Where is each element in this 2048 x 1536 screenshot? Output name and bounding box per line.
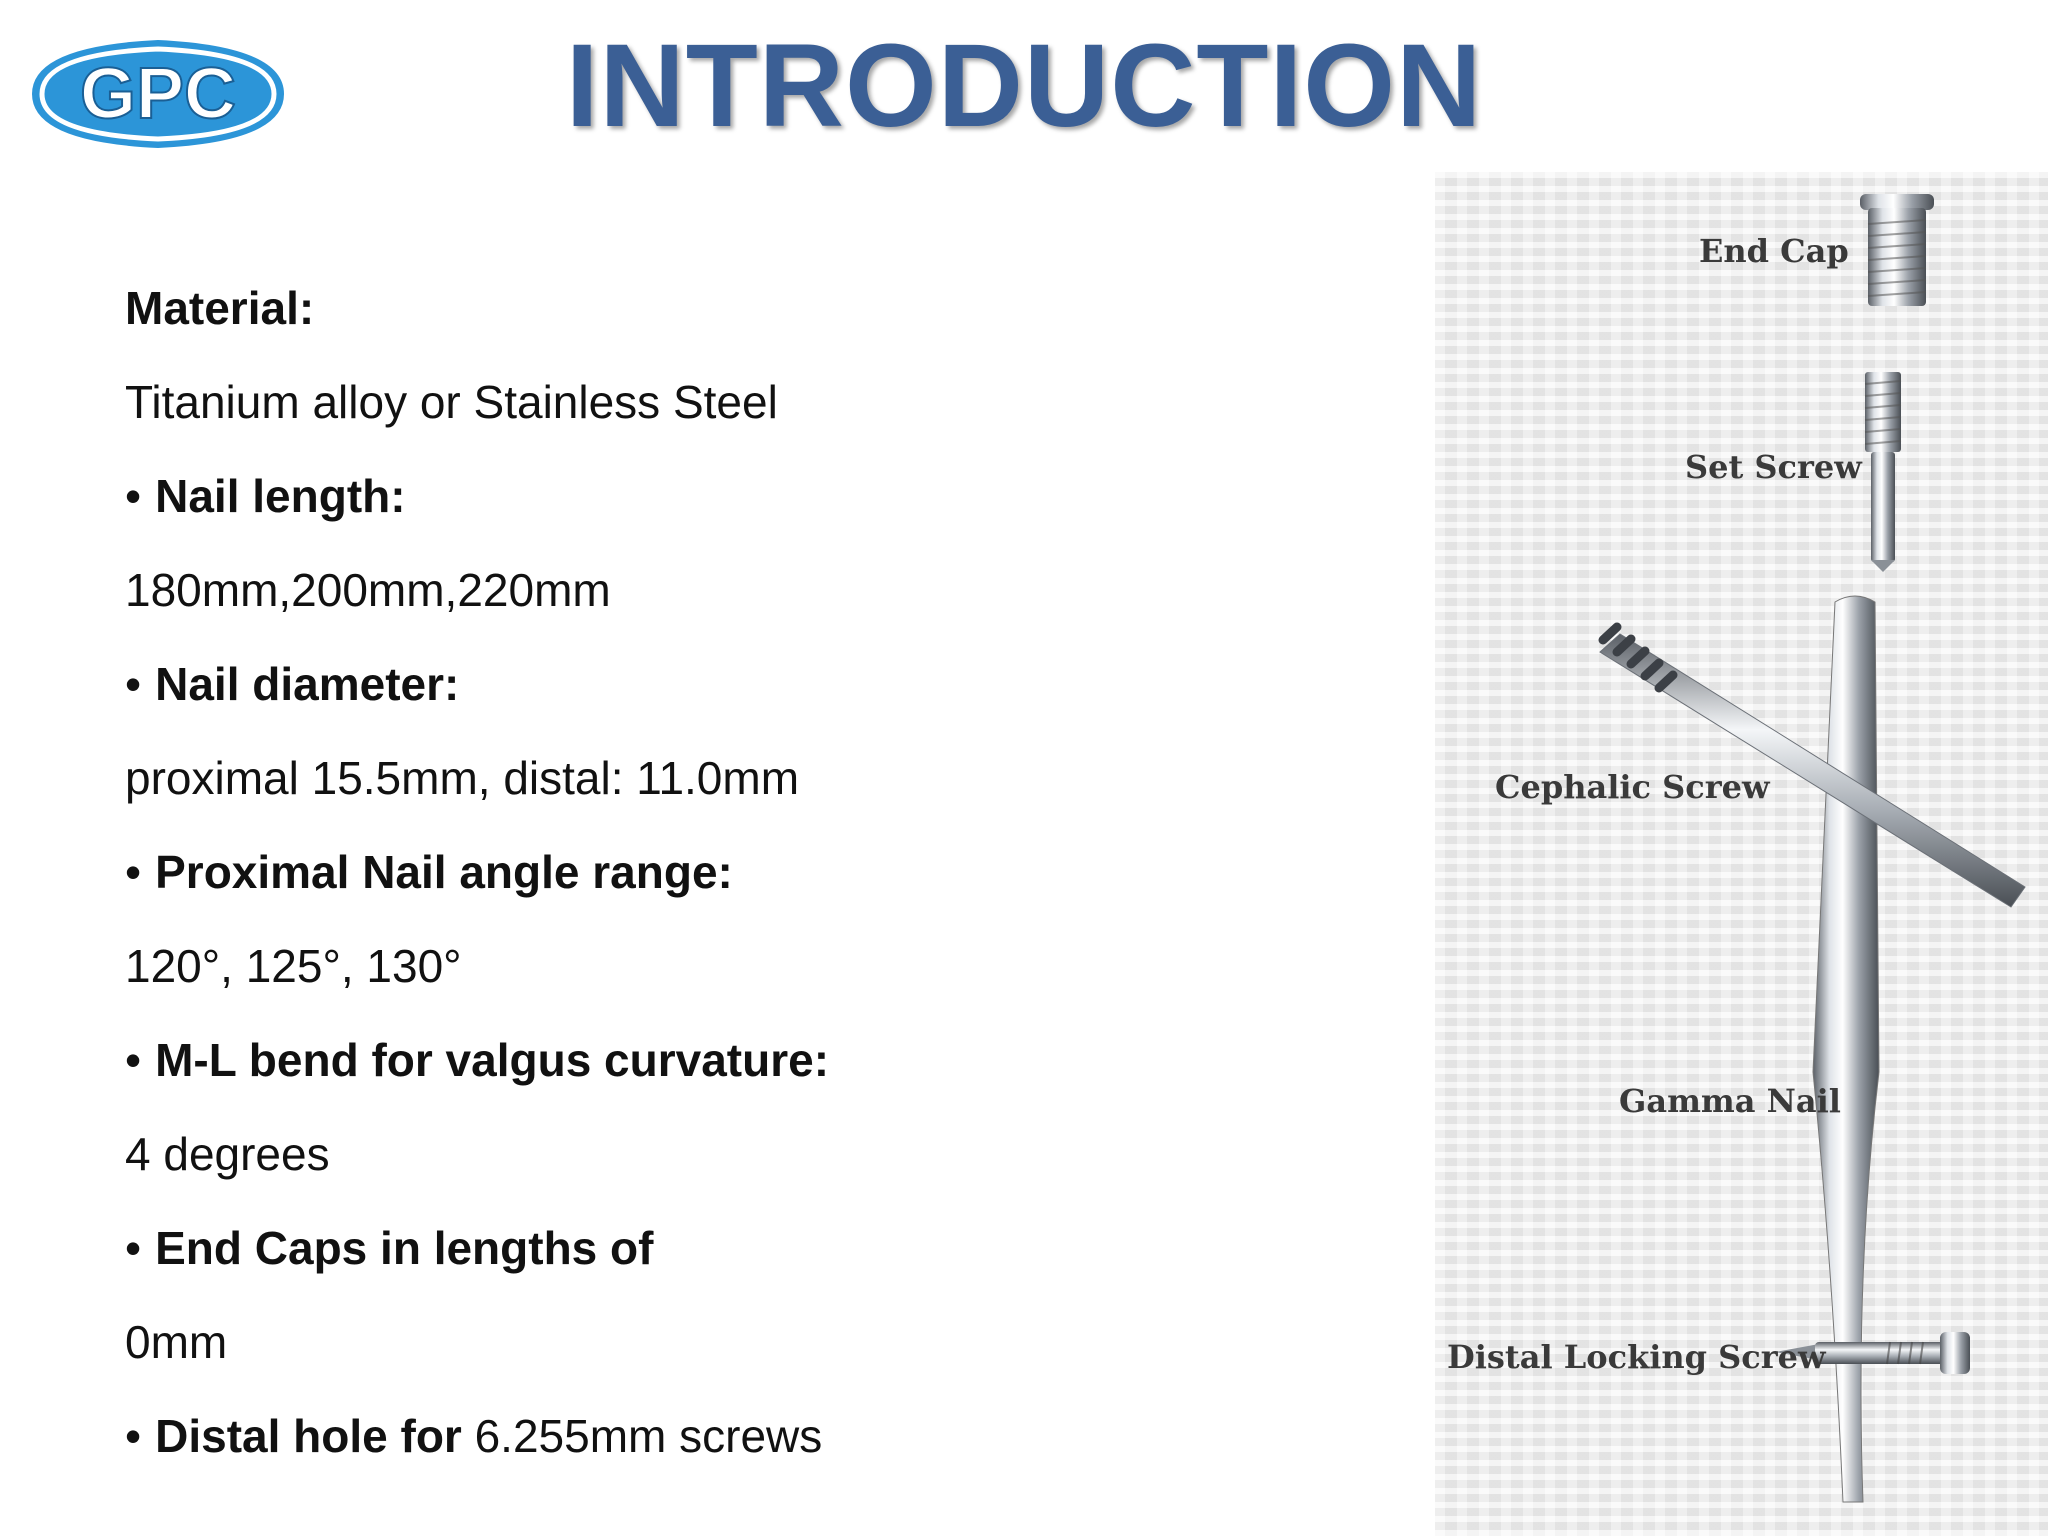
spec-line	[125, 832, 1375, 926]
label-distal-locking-screw: Distal Locking Screw	[1447, 1338, 1826, 1376]
spec-value: 6.255mm screws	[474, 1410, 823, 1462]
spec-line	[125, 1396, 1375, 1490]
bullet-marker: •	[125, 1410, 142, 1462]
gamma-nail-photo	[1435, 172, 2048, 1536]
spec-value: proximal 15.5mm, distal: 11.0mm	[125, 752, 800, 804]
set-screw-part	[1865, 372, 1901, 572]
label-gamma-nail: Gamma Nail	[1619, 1082, 1841, 1120]
spec-heading: End Caps in lengths of	[155, 1222, 654, 1274]
spec-line	[125, 926, 1375, 1020]
bullet-marker: •	[125, 658, 142, 710]
spec-line	[125, 1208, 1375, 1302]
spec-line	[125, 362, 1375, 456]
spec-value: 0mm	[125, 1316, 228, 1368]
label-set-screw: Set Screw	[1685, 448, 1862, 486]
spec-line	[125, 1020, 1375, 1114]
logo-text: GPC	[79, 54, 237, 134]
gamma-nail-illustration	[1435, 172, 2048, 1536]
bullet-marker: •	[125, 846, 142, 898]
bullet-marker: •	[125, 1034, 142, 1086]
spec-line	[125, 738, 1375, 832]
spec-line	[125, 456, 1375, 550]
spec-heading: Nail diameter:	[155, 658, 460, 710]
spec-value: 4 degrees	[125, 1128, 330, 1180]
end-cap-part	[1860, 194, 1934, 306]
spec-heading: Proximal Nail angle range:	[155, 846, 733, 898]
spec-line	[125, 268, 1375, 362]
spec-list	[125, 268, 1375, 1490]
spec-line	[125, 550, 1375, 644]
label-cephalic-screw: Cephalic Screw	[1495, 768, 1770, 806]
bullet-marker: •	[125, 1222, 142, 1274]
label-end-cap: End Cap	[1699, 232, 1849, 270]
spec-heading: M-L bend for valgus curvature:	[155, 1034, 830, 1086]
page-title: INTRODUCTION	[565, 20, 1483, 152]
spec-heading: Nail length:	[155, 470, 406, 522]
spec-line	[125, 1302, 1375, 1396]
bullet-marker: •	[125, 470, 142, 522]
cephalic-screw-part	[1600, 627, 2025, 907]
spec-value: 120°, 125°, 130°	[125, 940, 462, 992]
spec-heading: Distal hole for	[155, 1410, 475, 1462]
spec-line	[125, 644, 1375, 738]
spec-heading: Material:	[125, 282, 315, 334]
spec-value: Titanium alloy or Stainless Steel	[125, 376, 778, 428]
spec-line	[125, 1114, 1375, 1208]
spec-value: 180mm,200mm,220mm	[125, 564, 611, 616]
